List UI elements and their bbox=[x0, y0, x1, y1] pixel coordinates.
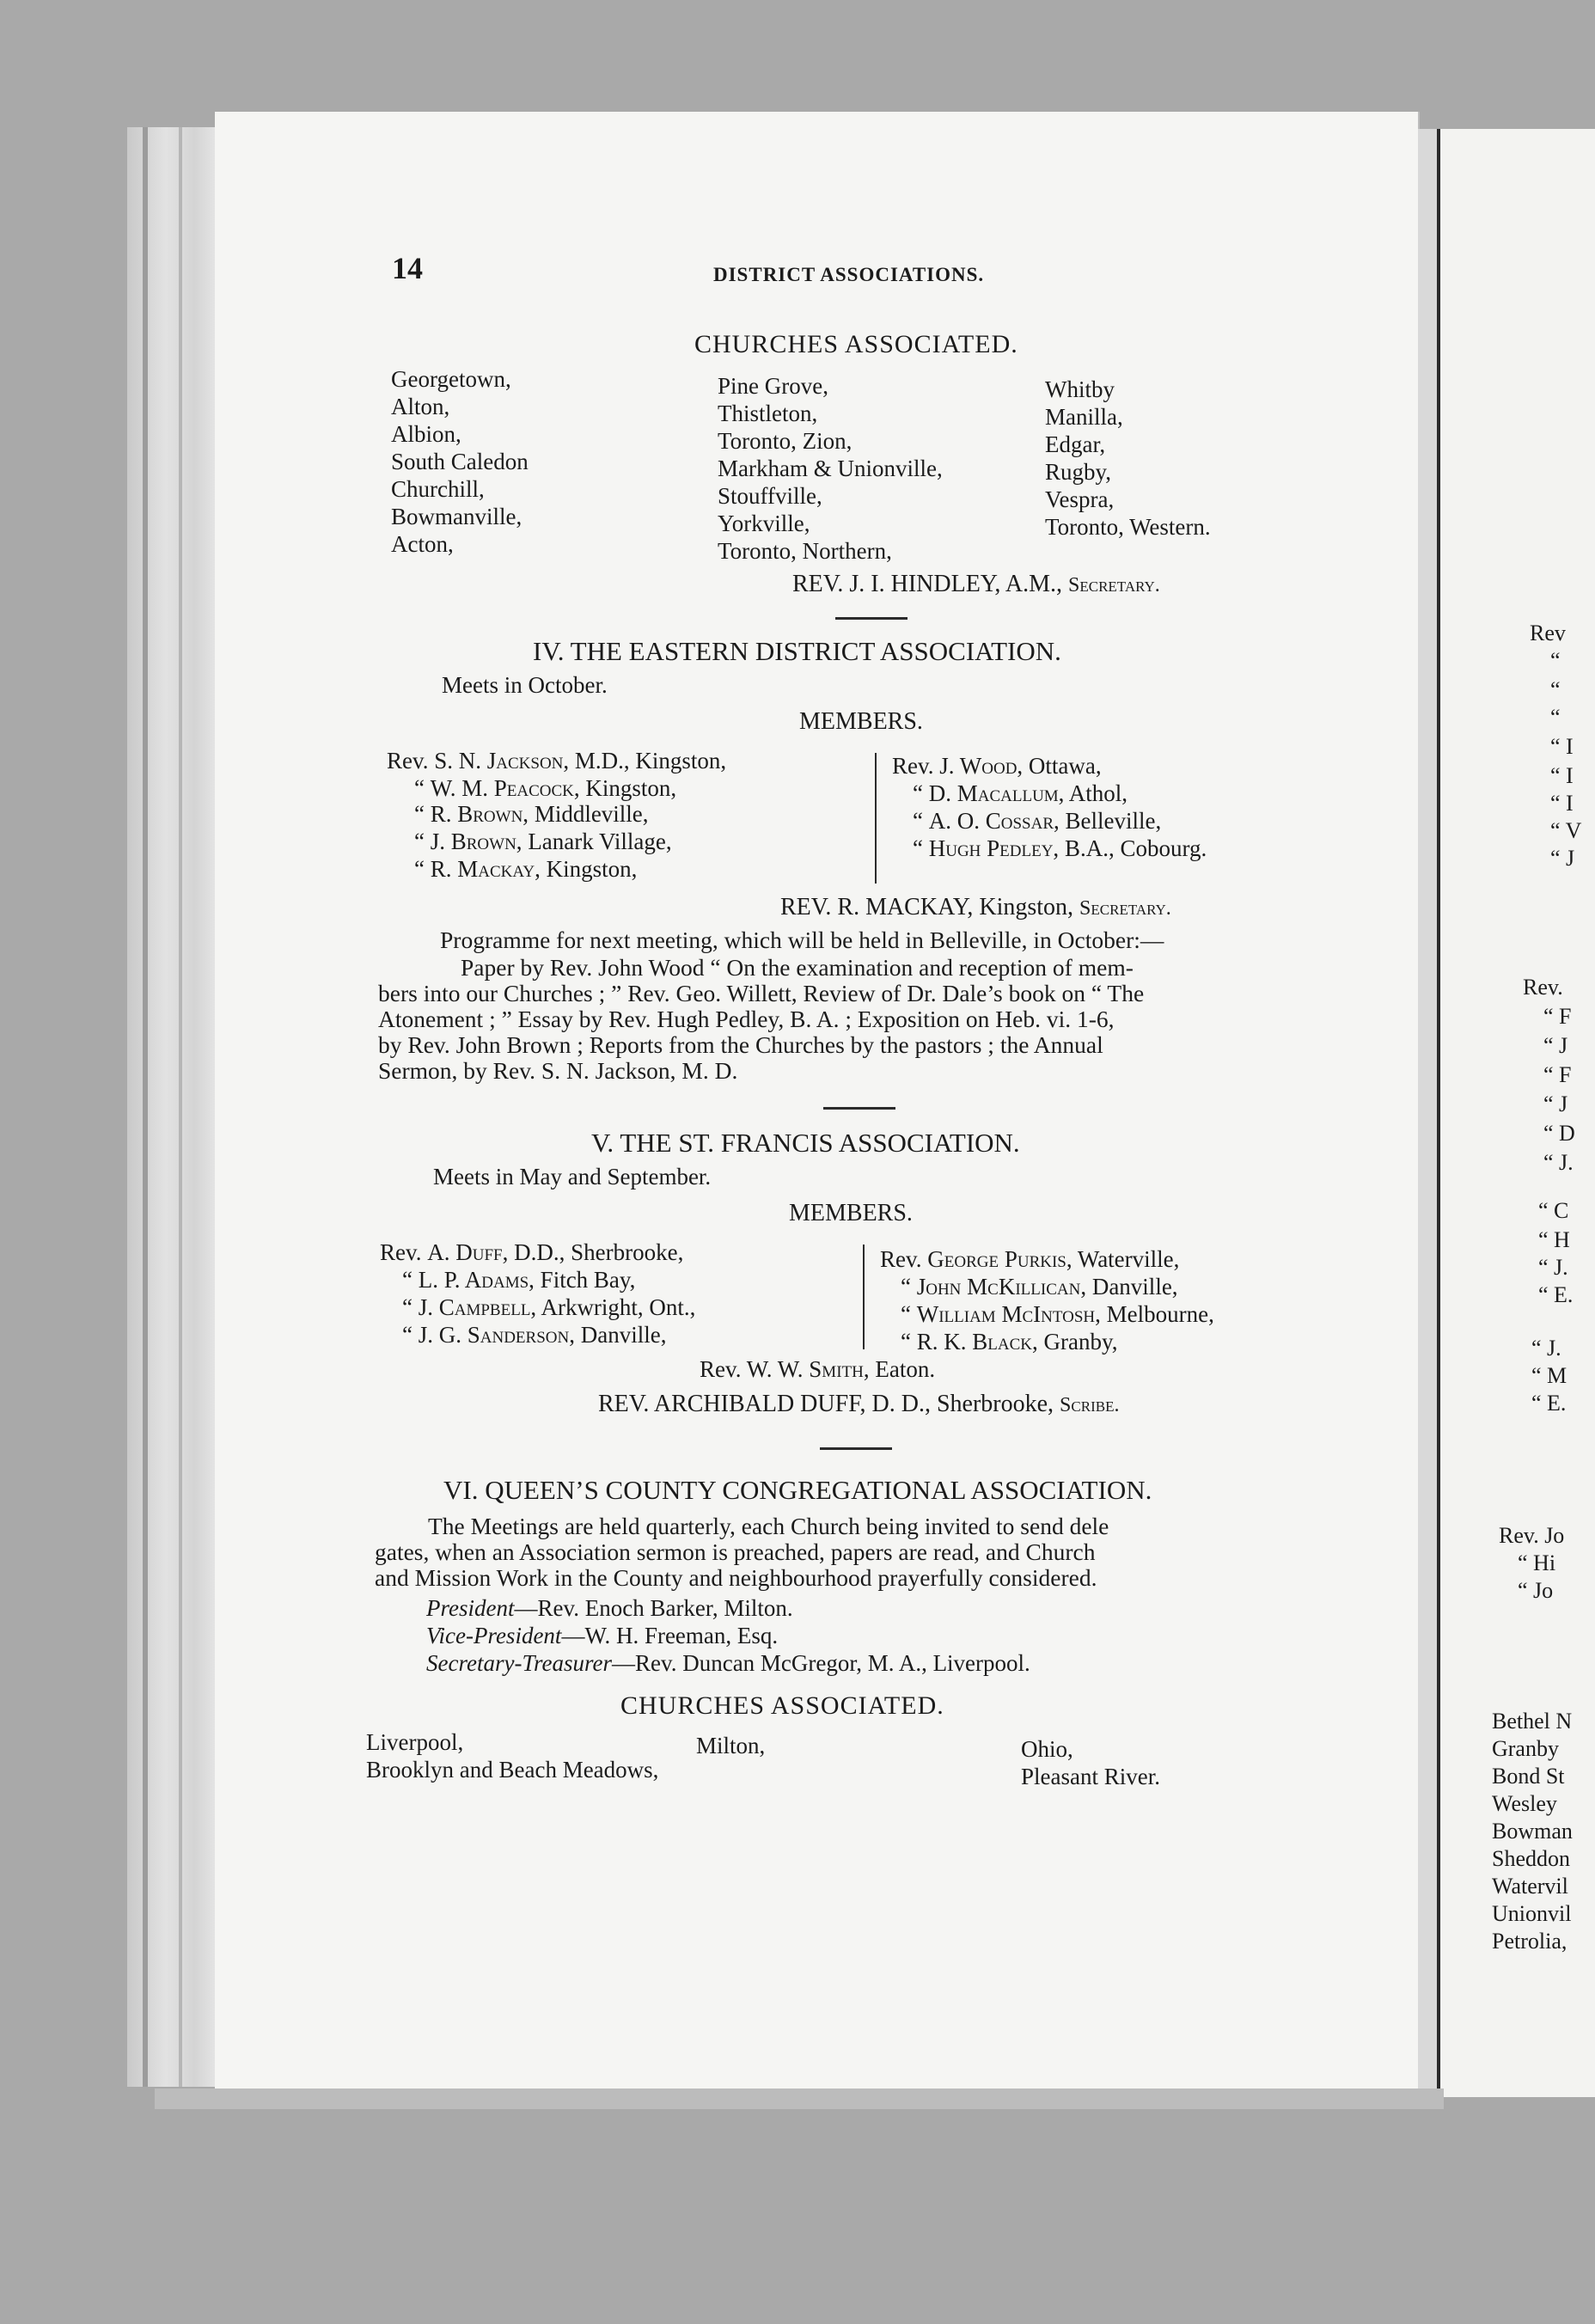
fragment-text: Wesley bbox=[1492, 1791, 1557, 1816]
fragment-text: “ J bbox=[1543, 1033, 1568, 1058]
church-item: Pine Grove, bbox=[718, 373, 828, 399]
church-item: Yorkville, bbox=[718, 511, 810, 536]
fragment-text: “ J. bbox=[1531, 1336, 1561, 1361]
section-divider bbox=[823, 1107, 895, 1110]
member-entry: “ A. O. Cossar, Belleville, bbox=[913, 808, 1162, 834]
fragment-text: “ I bbox=[1550, 791, 1574, 816]
scribe-name: REV. ARCHIBALD DUFF, D. D., Sherbrooke, bbox=[598, 1391, 1054, 1417]
secretary-line bbox=[780, 896, 1171, 920]
fragment-text: “ J. bbox=[1543, 1150, 1574, 1175]
fragment-text: “ F bbox=[1543, 1062, 1572, 1087]
fragment-text: “ bbox=[1550, 677, 1561, 702]
fragment-text: “ J bbox=[1543, 1092, 1568, 1116]
fragment-text: Bowman bbox=[1492, 1819, 1573, 1844]
member-entry: “ W. M. Peacock, Kingston, bbox=[414, 775, 677, 801]
church-item: Rugby, bbox=[1045, 459, 1112, 485]
church-item: Toronto, Zion, bbox=[718, 428, 852, 454]
church-item: Stouffville, bbox=[718, 483, 822, 509]
meets-text: Meets in October. bbox=[442, 672, 608, 698]
member-entry: “ J. Brown, Lanark Village, bbox=[414, 829, 672, 854]
church-item: Albion, bbox=[391, 421, 461, 447]
church-item: Ohio, bbox=[1021, 1736, 1073, 1762]
secretary-name: REV. R. MACKAY, Kingston, bbox=[780, 894, 1074, 920]
programme-line: by Rev. John Brown ; Reports from the Churches by the pastors ; the Annual bbox=[378, 1031, 1103, 1058]
member-entry: “ J. G. Sanderson, Danville, bbox=[402, 1322, 667, 1348]
fragment-text: “ H bbox=[1538, 1227, 1570, 1252]
member-entry: “ William McIntosh, Melbourne, bbox=[901, 1301, 1214, 1327]
church-item: Markham & Unionville, bbox=[718, 456, 943, 481]
member-entry: Rev. W. W. Smith, Eaton. bbox=[700, 1356, 936, 1382]
page-number: 14 bbox=[392, 251, 423, 285]
fragment-text: “ M bbox=[1531, 1363, 1568, 1388]
secretary-title: Secretary. bbox=[1079, 897, 1171, 920]
secretary-title: Secretary. bbox=[1068, 574, 1160, 596]
fragment-text: Unionvil bbox=[1492, 1901, 1572, 1926]
members-heading: MEMBERS. bbox=[789, 1200, 913, 1226]
fragment-text: “ J. bbox=[1538, 1255, 1568, 1280]
member-entry: Rev. George Purkis, Waterville, bbox=[880, 1246, 1180, 1272]
fragment-text: Granby bbox=[1492, 1736, 1559, 1761]
church-item: Thistleton, bbox=[718, 401, 818, 426]
member-entry: Rev. A. Duff, D.D., Sherbrooke, bbox=[380, 1239, 684, 1265]
fragment-text: “ V bbox=[1550, 818, 1582, 843]
member-entry: “ Hugh Pedley, B.A., Cobourg. bbox=[913, 835, 1207, 861]
church-item: Toronto, Western. bbox=[1045, 514, 1211, 540]
column-divider bbox=[875, 753, 877, 884]
fragment-text: Petrolia, bbox=[1492, 1929, 1568, 1954]
fragment-text: “ Jo bbox=[1518, 1578, 1554, 1603]
church-item: Acton, bbox=[391, 531, 454, 557]
fragment-text: “ bbox=[1550, 705, 1561, 730]
church-item: Alton, bbox=[391, 394, 450, 419]
fragment-text: Bethel N bbox=[1492, 1709, 1573, 1734]
member-entry: “ John McKillican, Danville, bbox=[901, 1274, 1178, 1300]
church-item: Toronto, Northern, bbox=[718, 538, 892, 564]
secretary-line bbox=[792, 572, 1160, 596]
officer-president: President—Rev. Enoch Barker, Milton. bbox=[426, 1595, 793, 1621]
fragment-text: Rev. Jo bbox=[1499, 1523, 1565, 1548]
meets-text: Meets in May and September. bbox=[433, 1164, 712, 1190]
member-entry: “ R. K. Black, Granby, bbox=[901, 1329, 1118, 1355]
book-page-stack bbox=[127, 127, 223, 2087]
member-entry: “ L. P. Adams, Fitch Bay, bbox=[402, 1267, 636, 1293]
intro-line: and Mission Work in the County and neighbourhood prayerfully considered. bbox=[375, 1564, 1097, 1591]
church-item: Liverpool, bbox=[366, 1729, 464, 1755]
section-divider bbox=[835, 617, 908, 620]
member-entry: “ R. Mackay, Kingston, bbox=[414, 856, 638, 882]
fragment-text: Sheddon bbox=[1492, 1846, 1570, 1871]
scribe-line bbox=[598, 1392, 1119, 1416]
officer-secretary-treasurer: Secretary-Treasurer—Rev. Duncan McGregor, M. A., Liverpool. bbox=[426, 1650, 1030, 1676]
fragment-text: “ C bbox=[1538, 1198, 1569, 1223]
member-entry: “ D. Macallum, Athol, bbox=[913, 780, 1128, 806]
programme-line: Programme for next meeting, which will be held in Belleville, in October:— bbox=[440, 927, 1164, 953]
church-item: Manilla, bbox=[1045, 404, 1123, 430]
church-item: Bowmanville, bbox=[391, 504, 522, 529]
section-divider bbox=[820, 1447, 892, 1450]
church-item: Brooklyn and Beach Meadows, bbox=[366, 1757, 659, 1783]
running-title: DISTRICT ASSOCIATIONS. bbox=[713, 264, 985, 285]
fragment-text: Bond St bbox=[1492, 1764, 1565, 1789]
secretary-name: REV. J. I. HINDLEY, A.M., bbox=[792, 571, 1062, 597]
officer-vice-president: Vice-President—W. H. Freeman, Esq. bbox=[426, 1623, 779, 1648]
churches-heading: CHURCHES ASSOCIATED. bbox=[694, 330, 1018, 358]
member-entry: “ R. Brown, Middleville, bbox=[414, 801, 649, 827]
members-heading: MEMBERS. bbox=[799, 708, 923, 735]
scribe-title: Scribe. bbox=[1060, 1394, 1120, 1416]
column-divider bbox=[863, 1245, 865, 1349]
church-item: South Caledon bbox=[391, 449, 529, 474]
church-item: Whitby bbox=[1045, 376, 1115, 402]
fragment-text: “ E. bbox=[1531, 1391, 1567, 1416]
programme-line: Sermon, by Rev. S. N. Jackson, M. D. bbox=[378, 1057, 738, 1084]
fragment-text: Watervil bbox=[1492, 1874, 1568, 1899]
programme-line: Atonement ; ” Essay by Rev. Hugh Pedley, B. A. ; Exposition on Heb. vi. 1-6, bbox=[378, 1006, 1115, 1032]
section-title: IV. THE EASTERN DISTRICT ASSOCIATION. bbox=[533, 636, 1061, 666]
section-title: V. THE ST. FRANCIS ASSOCIATION. bbox=[591, 1128, 1020, 1158]
fragment-text: Rev bbox=[1530, 621, 1566, 645]
fragment-text: “ Hi bbox=[1518, 1550, 1556, 1575]
section-title: VI. QUEEN’S COUNTY CONGREGATIONAL ASSOCIATION. bbox=[443, 1475, 1152, 1505]
member-entry: Rev. J. Wood, Ottawa, bbox=[892, 753, 1102, 779]
church-item: Churchill, bbox=[391, 476, 485, 502]
fragment-text: Rev. bbox=[1523, 975, 1563, 1000]
fragment-text: “ I bbox=[1550, 763, 1574, 788]
programme-line: Paper by Rev. John Wood “ On the examination and reception of mem- bbox=[461, 954, 1134, 981]
fragment-text: “ J bbox=[1550, 846, 1575, 871]
church-item: Georgetown, bbox=[391, 366, 511, 392]
fragment-text: “ I bbox=[1550, 734, 1574, 759]
church-item: Edgar, bbox=[1045, 431, 1106, 457]
page-edge bbox=[155, 2089, 1444, 2109]
fragment-text: “ E. bbox=[1538, 1282, 1574, 1307]
programme-line: bers into our Churches ; ” Rev. Geo. Willett, Review of Dr. Dale’s book on “ The bbox=[378, 980, 1145, 1006]
book-gutter bbox=[1418, 129, 1440, 2097]
church-item: Pleasant River. bbox=[1021, 1764, 1160, 1789]
fragment-text: “ D bbox=[1543, 1121, 1575, 1146]
member-entry: “ J. Campbell, Arkwright, Ont., bbox=[402, 1294, 696, 1320]
fragment-text: “ F bbox=[1543, 1004, 1572, 1029]
member-entry: Rev. S. N. Jackson, M.D., Kingston, bbox=[387, 748, 727, 774]
intro-line: The Meetings are held quarterly, each Church being invited to send dele bbox=[428, 1513, 1109, 1539]
intro-line: gates, when an Association sermon is preached, papers are read, and Church bbox=[375, 1538, 1096, 1565]
church-item: Milton, bbox=[696, 1733, 766, 1758]
fragment-text: “ bbox=[1550, 648, 1561, 673]
church-item: Vespra, bbox=[1045, 486, 1115, 512]
churches-heading: CHURCHES ASSOCIATED. bbox=[620, 1691, 944, 1720]
